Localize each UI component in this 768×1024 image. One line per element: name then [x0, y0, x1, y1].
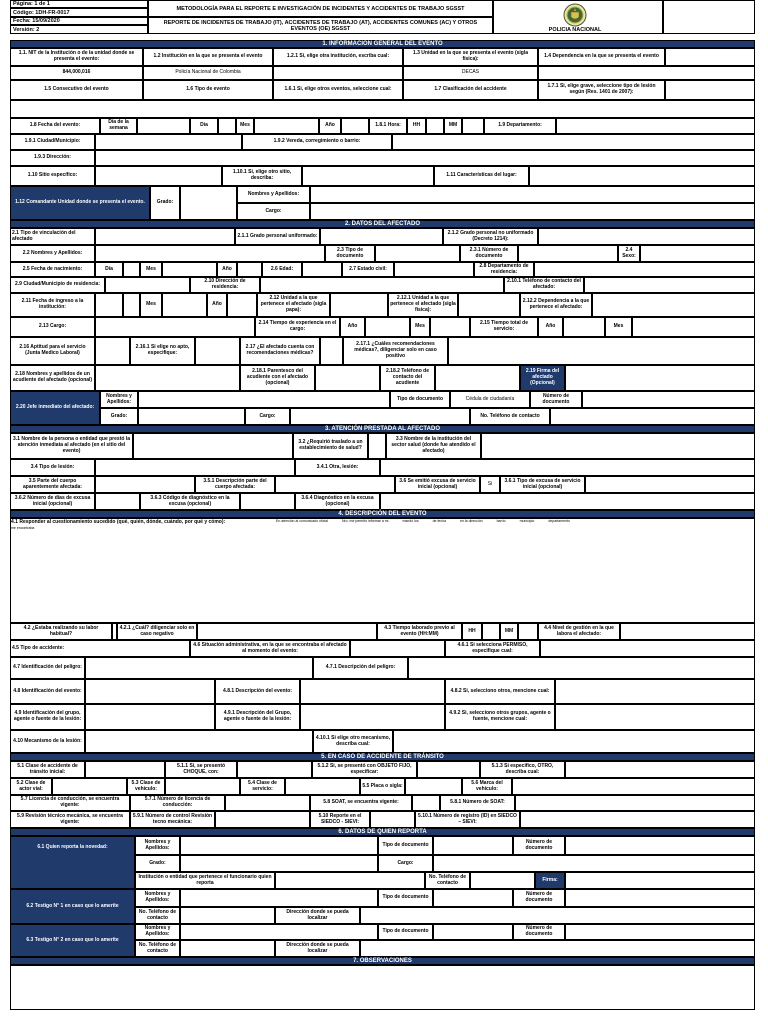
field-2-12[interactable] — [330, 293, 388, 317]
section-3-title: 3. ATENCIÓN PRESTADA AL AFECTADO — [10, 425, 755, 433]
label-1-12-cargo: Cargo: — [237, 203, 310, 220]
description-line: me encontraba — [11, 526, 35, 530]
field-2-17[interactable] — [320, 337, 343, 365]
label-2-20: 2.20 Jefe inmediato del afectado: — [10, 391, 100, 425]
header-date: Fecha: 15/09/2020 — [10, 17, 148, 25]
label-4-2: 4.2 ¿Estaba realizando su labor habitual? — [10, 623, 112, 640]
label-2-5-day: Día — [95, 262, 123, 277]
label-6-3-phone: No. Teléfono de contacto — [135, 940, 180, 957]
field-6-1-phone[interactable] — [470, 872, 535, 889]
field-2-20-cargo[interactable] — [290, 408, 470, 425]
label-5-10: 5.10 Reporte en el SIEDCO - SIEVI: — [310, 811, 370, 828]
field-5-8-1[interactable] — [515, 795, 755, 811]
label-2-6: 2.6 Edad: — [262, 262, 302, 277]
field-5-1-1[interactable] — [237, 761, 312, 778]
label-1-8: 1.8 Fecha del evento: — [10, 118, 100, 134]
field-6-3-phone[interactable] — [180, 940, 275, 957]
field-2-1-1[interactable] — [320, 228, 443, 245]
label-1-2: 1.2 Institución en la que se presenta el evento — [143, 48, 273, 66]
field-5-7-1[interactable] — [225, 795, 310, 811]
label-2-15: 2.15 Tiempo total de servicio: — [470, 317, 538, 337]
header-version: Versión: 2 — [10, 25, 148, 34]
label-4-8-2: 4.8.2 Si, selecciono otros, mencione cual: — [445, 679, 555, 704]
label-3-5-1: 3.5.1 Descripción parte del cuerpo afectada: — [195, 476, 275, 493]
label-2-14-year: Año — [340, 317, 365, 337]
field-1-9-1[interactable] — [95, 134, 242, 150]
field-3-1[interactable] — [133, 433, 293, 459]
field-2-16[interactable] — [95, 337, 130, 365]
label-2-20-cargo: Cargo: — [245, 408, 290, 425]
field-5-10[interactable] — [370, 811, 415, 828]
description-line: de fecha — [432, 519, 447, 523]
field-1-11[interactable] — [529, 166, 755, 186]
label-5-8-1: 5.8.1 Número de SOAT: — [440, 795, 515, 811]
field-3-5-1[interactable] — [275, 476, 395, 493]
description-text — [276, 519, 746, 526]
field-2-11-month[interactable] — [162, 293, 207, 317]
header-title-2: REPORTE DE INCIDENTES DE TRABAJO (IT), ACCIDENTES DE TRABAJO (AT), ACCIDENTES COMUNES (AC) Y OTROS EVENTOS (OE) SGSST — [148, 17, 493, 34]
field-2-6[interactable] — [302, 262, 342, 277]
label-5-4: 5.4 Clase de servicio: — [240, 778, 285, 795]
label-2-8: 2.8 Departamento de residencia: — [474, 262, 534, 277]
label-6-1: 6.1 Quien reporta la novedad: — [10, 836, 135, 889]
label-2-17: 2.17 ¿El afectado cuenta con recomendaciones médicas? — [240, 337, 320, 365]
header-page: Página: 1 de 1 — [10, 0, 148, 8]
label-2-11-month: Mes — [140, 293, 162, 317]
label-year: Año — [319, 118, 341, 134]
header-org: POLICIA NACIONAL — [548, 27, 602, 34]
field-6-3-docnum[interactable] — [565, 924, 755, 940]
field-5-2[interactable] — [52, 778, 127, 795]
label-6-2: 6.2 Testigo N° 1 en caso que lo amerite — [10, 889, 135, 924]
field-4-8-1[interactable] — [300, 679, 445, 704]
label-1-6: 1.6 Tipo de evento — [143, 80, 273, 100]
label-4-2-1: 4.2.1 ¿Cuál? diligenciar solo en caso negativo — [117, 623, 197, 640]
label-2-11: 2.11 Fecha de ingreso a la institución: — [10, 293, 95, 317]
label-6-1-cargo: Cargo: — [378, 855, 433, 872]
field-5-5[interactable] — [405, 778, 462, 795]
label-1-12: 1.12 Comandante Unidad donde se presenta el evento. — [10, 186, 150, 220]
label-2-13: 2.13 Cargo: — [10, 317, 95, 337]
police-seal-icon — [563, 3, 587, 27]
label-2-20-grade: Grado: — [100, 408, 138, 425]
field-6-3-address[interactable] — [360, 940, 755, 957]
label-4-10-1: 4.10.1 Si elige otro mecanismo, describa cual: — [313, 730, 393, 753]
label-3-4: 3.4 Tipo de lesión: — [10, 459, 95, 476]
label-1-5: 1.5 Consecutivo del evento — [10, 80, 143, 100]
field-2-3-1[interactable] — [518, 245, 618, 262]
field-6-2-address[interactable] — [360, 907, 755, 924]
section-6-title: 6. DATOS DE QUIEN REPORTA — [10, 828, 755, 836]
label-4-4: 4.4 Nivel de gestión en la que labora el afectado: — [538, 623, 620, 640]
field-4-7[interactable] — [85, 657, 313, 679]
label-6-1-signature: Firma: — [535, 872, 565, 889]
label-2-19: 2.19 Firma del afectado (Opcional) — [520, 365, 565, 391]
field-2-4[interactable] — [640, 245, 755, 262]
label-2-10: 2.10 Dirección de residencia: — [190, 277, 260, 293]
label-2-14-month: Mes — [410, 317, 430, 337]
field-1-9-3[interactable] — [95, 150, 755, 166]
field-2-1[interactable] — [95, 228, 235, 245]
label-6-2-names: Nombres y Apellidos: — [135, 889, 180, 907]
label-hh: HH — [407, 118, 426, 134]
label-3-5: 3.5 Parte del cuerpo aparentemente afectada: — [10, 476, 95, 493]
row-1-5-values[interactable] — [10, 100, 755, 118]
field-2-17-1[interactable] — [448, 337, 755, 365]
section-7-title: 7. OBSERVACIONES — [10, 957, 755, 965]
label-3-4-1: 3.4.1 Otra, lesión: — [295, 459, 380, 476]
label-2-18: 2.18 Nombres y apellidos de un acudiente del afectado (opcional) — [10, 365, 95, 391]
label-4-7: 4.7 Identificación del peligro: — [10, 657, 85, 679]
label-5-7: 5.7 Licencia de conducción, se encuentra vigente: — [10, 795, 130, 811]
label-4-3: 4.3 Tiempo laborado previo al evento (HH:MM) — [377, 623, 462, 640]
field-3-6-4[interactable] — [380, 493, 755, 510]
field-2-20-doctype[interactable]: Cédula de ciudadanía — [450, 391, 530, 408]
label-4-5: 4.5 Tipo de accidente: — [10, 640, 190, 657]
field-1-4[interactable] — [665, 48, 755, 66]
field-4-6[interactable] — [350, 640, 445, 657]
field-4-8-2[interactable] — [555, 679, 755, 704]
label-4-9-1: 4.9.1 Descripción del Grupo, agente o fuente de la lesión: — [215, 704, 300, 730]
field-2-18-1[interactable] — [315, 365, 380, 391]
label-day: Día — [190, 118, 218, 134]
field-6-1-doctype[interactable] — [433, 836, 513, 855]
field-2-14-month[interactable] — [430, 317, 470, 337]
label-4-3-mm: MM — [500, 623, 518, 640]
field-1-9-2[interactable] — [392, 134, 755, 150]
label-2-12-2: 2.12.2 Dependencia a la que pertenece el afectado: — [520, 293, 592, 317]
label-1-9-1: 1.9.1 Ciudad/Municipio: — [10, 134, 95, 150]
field-2-20-names[interactable] — [138, 391, 390, 408]
field-1-2[interactable]: Policía Nacional de Colombia — [143, 66, 273, 80]
label-1-11: 1.11 Características del lugar: — [434, 166, 529, 186]
field-5-10-1[interactable] — [520, 811, 755, 828]
field-4-10-1[interactable] — [393, 730, 755, 753]
field-month[interactable] — [254, 118, 319, 134]
header-code: Código: 1DH-FR-0017 — [10, 8, 148, 17]
label-2-15-month: Mes — [605, 317, 632, 337]
field-1-3[interactable]: DECAS — [403, 66, 538, 80]
field-3-4-1[interactable] — [380, 459, 755, 476]
field-4-6-1[interactable] — [540, 640, 755, 657]
field-4-9[interactable] — [85, 704, 215, 730]
label-mm: MM — [444, 118, 462, 134]
field-6-2-doctype[interactable] — [433, 889, 513, 907]
label-2-3-1: 2.3.1 Número de documento — [460, 245, 518, 262]
label-2-16: 2.16 Aptitud para el servicio (Junta Medico Laboral) — [10, 337, 95, 365]
field-4-9-2[interactable] — [555, 704, 755, 730]
label-2-20-docnum: Número de documento — [530, 391, 582, 408]
label-1-10-1: 1.10.1 Si, elige otro sitio, describa: — [222, 166, 302, 186]
label-1-4: 1.4 Dependencia en la que se presenta el evento — [538, 48, 665, 66]
label-4-8-1: 4.8.1 Descripción del evento: — [215, 679, 300, 704]
label-2-16-1: 2.16.1 Si elige no apto, especifique: — [130, 337, 195, 365]
description-line: Nro. me permito informar a mi — [341, 519, 389, 523]
label-5-8: 5.8 SOAT, se encuentra vigente: — [310, 795, 412, 811]
label-1-12-names: Nombres y Apellidos: — [237, 186, 310, 203]
label-3-6-4: 3.6.4 Diagnóstico en la excusa (opcional) — [295, 493, 380, 510]
label-1-7: 1.7 Clasificación del accidente — [403, 80, 538, 100]
field-4-1[interactable] — [10, 518, 755, 623]
label-5-1-2: 5.1.2 Si, se presentó con OBJETO FIJO, especificar: — [312, 761, 417, 778]
field-2-12-2[interactable] — [592, 293, 755, 317]
field-2-18-2[interactable] — [435, 365, 520, 391]
label-3-6-2: 3.6.2 Número de días de excusa inicial (opcional) — [10, 493, 95, 510]
label-4-9-2: 4.9.2 Si, selecciono otros grupos, agente o fuente, mencione cual: — [445, 704, 555, 730]
label-5-1-3: 5.1.3 Si especifico, OTRO, describa cual: — [480, 761, 565, 778]
field-3-2[interactable] — [368, 433, 386, 459]
field-1-2-1[interactable] — [273, 66, 403, 80]
label-5-9: 5.9 Revisión técnico mecánica, se encuentra vigente: — [10, 811, 130, 828]
label-5-1: 5.1 Clase de accidente de tránsito inicial: — [10, 761, 85, 778]
description-line: En atención al comunicado oficial — [276, 519, 328, 523]
label-1-10: 1.10 Sitio específico: — [10, 166, 95, 186]
field-7-observations[interactable] — [10, 965, 755, 1010]
label-2-4: 2.4 Sexo: — [618, 245, 640, 262]
field-day-week[interactable] — [137, 118, 190, 134]
label-6-3-address: Dirección donde se pueda localizar — [275, 940, 360, 957]
field-2-1-2[interactable] — [538, 228, 755, 245]
label-2-20-phone: No. Teléfono de contacto — [470, 408, 550, 425]
field-2-13[interactable] — [95, 317, 255, 337]
label-day-week: Día de la semana — [100, 118, 137, 134]
label-3-6-1: 3.6.1 Tipo de excusa de servicio inicial (opcional) — [500, 476, 585, 493]
label-1-8-1: 1.8.1 Hora: — [369, 118, 407, 134]
field-6-1-institution[interactable] — [275, 872, 425, 889]
field-2-5-day[interactable] — [123, 262, 140, 277]
field-2-8[interactable] — [534, 262, 755, 277]
field-day[interactable] — [218, 118, 236, 134]
field-4-4[interactable] — [620, 623, 755, 640]
label-6-3: 6.3 Testigo N° 2 en caso que lo amerite — [10, 924, 135, 957]
label-3-2: 3.2 ¿Requirió traslado a un establecimiento de salud? — [293, 433, 368, 459]
label-4-1: 4.1 Responder al cuestionamiento sucedido (qué, quién, dónde, cuándo, por qué y cómo): — [11, 519, 226, 525]
label-2-12: 2.12 Unidad a la que pertenece el afectado (sigla papa): — [257, 293, 330, 317]
label-6-3-names: Nombres y Apellidos: — [135, 924, 180, 940]
field-3-4[interactable] — [95, 459, 295, 476]
label-6-2-address: Dirección donde se pueda localizar — [275, 907, 360, 924]
field-6-3-names[interactable] — [180, 924, 378, 940]
field-3-6-2[interactable] — [95, 493, 140, 510]
field-2-14-year[interactable] — [365, 317, 410, 337]
field-2-20-grade[interactable] — [138, 408, 245, 425]
label-3-3: 3.3 Nombre de la institución del sector salud (donde fue atendido el afectado) — [386, 433, 481, 459]
label-4-6: 4.6 Situación administrativa, en la que se encontraba el afectado al momento del evento: — [190, 640, 350, 657]
label-4-10: 4.10 Mecanismo de la lesión: — [10, 730, 85, 753]
field-5-1[interactable] — [85, 761, 165, 778]
field-1-12-grade[interactable] — [180, 186, 237, 220]
field-4-3-mm[interactable] — [518, 623, 538, 640]
label-1-6-1: 1.6.1 Si, elige otros eventos, seleccione cual: — [273, 80, 403, 100]
field-4-3-hh[interactable] — [482, 623, 500, 640]
label-4-3-hh: HH — [462, 623, 482, 640]
label-2-20-names: Nombres y Apellidos: — [100, 391, 138, 408]
field-2-9[interactable] — [105, 277, 190, 293]
label-1-9: 1.9 Departamento: — [484, 118, 556, 134]
label-2-1-2: 2.1.2 Grado personal no uniformado (Decreto 1214): — [443, 228, 538, 245]
field-2-3[interactable] — [375, 245, 460, 262]
field-1-10-1[interactable] — [302, 166, 434, 186]
label-5-1-1: 5.1.1 Si, se presentó CHOQUE, con: — [165, 761, 237, 778]
field-6-2-phone[interactable] — [180, 907, 275, 924]
field-4-10[interactable] — [85, 730, 313, 753]
section-2-title: 2. DATOS DEL AFECTADO — [10, 220, 755, 228]
field-2-18[interactable] — [95, 365, 240, 391]
field-2-20-docnum[interactable] — [582, 391, 755, 408]
field-2-11-day[interactable] — [95, 293, 123, 317]
field-1-12-names[interactable] — [310, 186, 755, 203]
field-5-1-3[interactable] — [565, 761, 755, 778]
label-6-2-phone: No. Teléfono de contacto — [135, 907, 180, 924]
field-2-19-signature[interactable] — [565, 365, 755, 391]
field-6-1-grade[interactable] — [180, 855, 378, 872]
field-2-7[interactable] — [394, 262, 474, 277]
field-5-9-1[interactable] — [215, 811, 310, 828]
label-2-9: 2.9 Ciudad/Municipio de residencia: — [10, 277, 105, 293]
label-6-1-grade: Grado: — [135, 855, 180, 872]
field-1-1[interactable]: 844,000,016 — [10, 66, 143, 80]
label-2-12-1: 2.12.1 Unidad a la que pertenece el afectado (sigla física): — [388, 293, 458, 317]
label-6-2-docnum: Número de documento — [513, 889, 565, 907]
field-3-5[interactable] — [95, 476, 195, 493]
label-2-5-month: Mes — [140, 262, 162, 277]
section-1-title: 1. INFORMACIÓN GENERAL DEL EVENTO — [10, 40, 755, 48]
label-2-11-year: Año — [207, 293, 227, 317]
field-2-5-year[interactable] — [237, 262, 262, 277]
field-1-10[interactable] — [95, 166, 222, 186]
label-6-1-doctype: Tipo de documento — [378, 836, 433, 855]
field-5-4[interactable] — [285, 778, 360, 795]
label-1-1: 1.1. NIT de la Institución o de la unidad donde se presenta el evento: — [10, 48, 143, 66]
field-2-16-1[interactable] — [195, 337, 240, 365]
label-2-1-1: 2.1.1 Grado personal uniformado: — [235, 228, 320, 245]
label-5-3: 5.3 Clase de vehículo: — [127, 778, 165, 795]
label-4-7-1: 4.7.1 Descripción del peligro: — [313, 657, 408, 679]
field-2-11-day2[interactable] — [123, 293, 140, 317]
field-1-9[interactable] — [556, 118, 755, 134]
section-4-title: 4. DESCRIPCIÓN DEL EVENTO — [10, 510, 755, 518]
label-5-6: 5.6 Marca del vehículo: — [462, 778, 512, 795]
label-1-2-1: 1.2.1 Si, elige otra institución, escriba cual: — [273, 48, 403, 66]
field-6-2-names[interactable] — [180, 889, 378, 907]
label-1-3: 1.3 Unidad en la que se presenta el evento (sigla física): — [403, 48, 538, 66]
field-6-1-names[interactable] — [180, 836, 378, 855]
label-5-2: 5.2 Clase de actor vial: — [10, 778, 52, 795]
label-5-5: 5.5 Placa o sigla: — [360, 778, 405, 795]
field-6-2-docnum[interactable] — [565, 889, 755, 907]
field-3-3[interactable] — [481, 433, 755, 459]
field-hh[interactable] — [426, 118, 444, 134]
field-2-5-month[interactable] — [162, 262, 217, 277]
label-2-3: 2.3 Tipo de documento — [325, 245, 375, 262]
field-6-1-signature[interactable] — [565, 872, 755, 889]
field-5-8[interactable] — [412, 795, 440, 811]
field-6-1-docnum[interactable] — [565, 836, 755, 855]
label-6-1-docnum: Número de documento — [513, 836, 565, 855]
field-4-9-1[interactable] — [300, 704, 445, 730]
field-1-7-1[interactable] — [665, 80, 755, 100]
label-2-5-year: Año — [217, 262, 237, 277]
label-2-14: 2.14 Tiempo de experiencia en el cargo: — [255, 317, 340, 337]
header-title-1: METODOLOGÍA PARA EL REPORTE E INVESTIGACIÓN DE INCIDENTES Y ACCIDENTES DE TRABAJO SGSST — [148, 0, 493, 17]
label-6-2-doctype: Tipo de documento — [378, 889, 433, 907]
field-2-10-1[interactable] — [584, 277, 755, 293]
label-4-8: 4.8 Identificación del evento: — [10, 679, 85, 704]
label-2-18-2: 2.18.2 Teléfono de contacto del acudiente — [380, 365, 435, 391]
label-1-7-1: 1.7.1 Si, elige grave, seleccione tipo de lesión según (Res. 1401 de 2007): — [538, 80, 665, 100]
field-4-2-1[interactable] — [197, 623, 377, 640]
label-1-12-grade: Grado: — [150, 186, 180, 220]
label-5-9-1: 5.9.1 Número de control Revisión tecno mecánica: — [130, 811, 215, 828]
field-1-4-value[interactable] — [538, 66, 755, 80]
description-text-2 — [11, 526, 71, 532]
label-3-1: 3.1 Nombre de la persona o entidad que prestó la atención inmediata al afectado (en el sitio del evento) — [10, 433, 133, 459]
label-2-15-year: Año — [538, 317, 563, 337]
label-2-18-1: 2.18.1 Parentesco del acudiente con el afectado (opcional) — [240, 365, 315, 391]
field-4-7-1[interactable] — [408, 657, 755, 679]
label-2-20-doctype: Tipo de documento — [390, 391, 450, 408]
field-2-11-year[interactable] — [227, 293, 257, 317]
field-1-12-cargo[interactable] — [310, 203, 755, 220]
field-3-6-1[interactable] — [585, 476, 755, 493]
label-6-3-docnum: Número de documento — [513, 924, 565, 940]
label-6-1-names: Nombres y Apellidos: — [135, 836, 180, 855]
field-5-6[interactable] — [512, 778, 755, 795]
section-5-title: 5. EN CASO DE ACCIDENTE DE TRÁNSITO — [10, 753, 755, 761]
field-year[interactable] — [341, 118, 369, 134]
label-2-1: 2.1 Tipo de vinculación del afectado — [10, 228, 95, 245]
label-1-9-2: 1.9.2 Vereda, corregimiento o barrio: — [242, 134, 392, 150]
label-6-1-phone: No. Teléfono de contacto — [425, 872, 470, 889]
label-2-17-1: 2.17.1 ¿Cuáles recomendaciones médicas?, diligenciar solo en caso positivo — [343, 337, 448, 365]
field-2-12-1[interactable] — [458, 293, 520, 317]
label-1-9-3: 1.9.3 Dirección: — [10, 150, 95, 166]
label-3-6-3: 3.6.3 Código de diagnóstico en la excusa (opcional) — [140, 493, 240, 510]
label-3-6: 3.6 Se emitió excusa de servicio inicial (opcional) — [395, 476, 480, 493]
field-6-3-doctype[interactable] — [433, 924, 513, 940]
label-4-6-1: 4.6.1 Si selecciona PERMISO, especifique cual: — [445, 640, 540, 657]
description-line: barrio — [496, 519, 506, 523]
field-6-1-cargo[interactable] — [433, 855, 755, 872]
label-month: Mes — [236, 118, 254, 134]
field-3-6-3[interactable] — [240, 493, 295, 510]
field-4-8[interactable] — [85, 679, 215, 704]
field-2-10[interactable] — [260, 277, 504, 293]
field-2-15-month[interactable] — [632, 317, 755, 337]
label-6-3-doctype: Tipo de documento — [378, 924, 433, 940]
field-5-1-2[interactable] — [417, 761, 480, 778]
label-5-10-1: 5.10.1 Número de registro (ID) en SIEDCO – SIEVI: — [415, 811, 520, 828]
label-2-5: 2.5 Fecha de nacimiento: — [10, 262, 95, 277]
description-line: en la dirección — [460, 519, 483, 523]
label-4-9: 4.9 Identificación del grupo, agente o fuente de la lesión: — [10, 704, 85, 730]
description-line: municipio — [519, 519, 535, 523]
field-2-15-year[interactable] — [563, 317, 605, 337]
field-mm[interactable] — [462, 118, 484, 134]
field-2-2[interactable] — [95, 245, 325, 262]
field-2-20-phone[interactable] — [550, 408, 755, 425]
label-2-10-1: 2.10.1 Teléfono de contacto del afectado: — [504, 277, 584, 293]
description-line: mando los — [402, 519, 419, 523]
label-5-7-1: 5.7.1 Número de licencia de conducción: — [130, 795, 225, 811]
description-line: departamento — [548, 519, 570, 523]
field-3-6[interactable]: Si — [480, 476, 500, 493]
field-5-3[interactable] — [165, 778, 240, 795]
label-2-7: 2.7 Estado civil: — [342, 262, 394, 277]
label-6-1-institution: Institución o entidad que pertenece el funcionario quien reporta — [135, 872, 275, 889]
label-2-2: 2.2 Nombres y Apellidos: — [10, 245, 95, 262]
